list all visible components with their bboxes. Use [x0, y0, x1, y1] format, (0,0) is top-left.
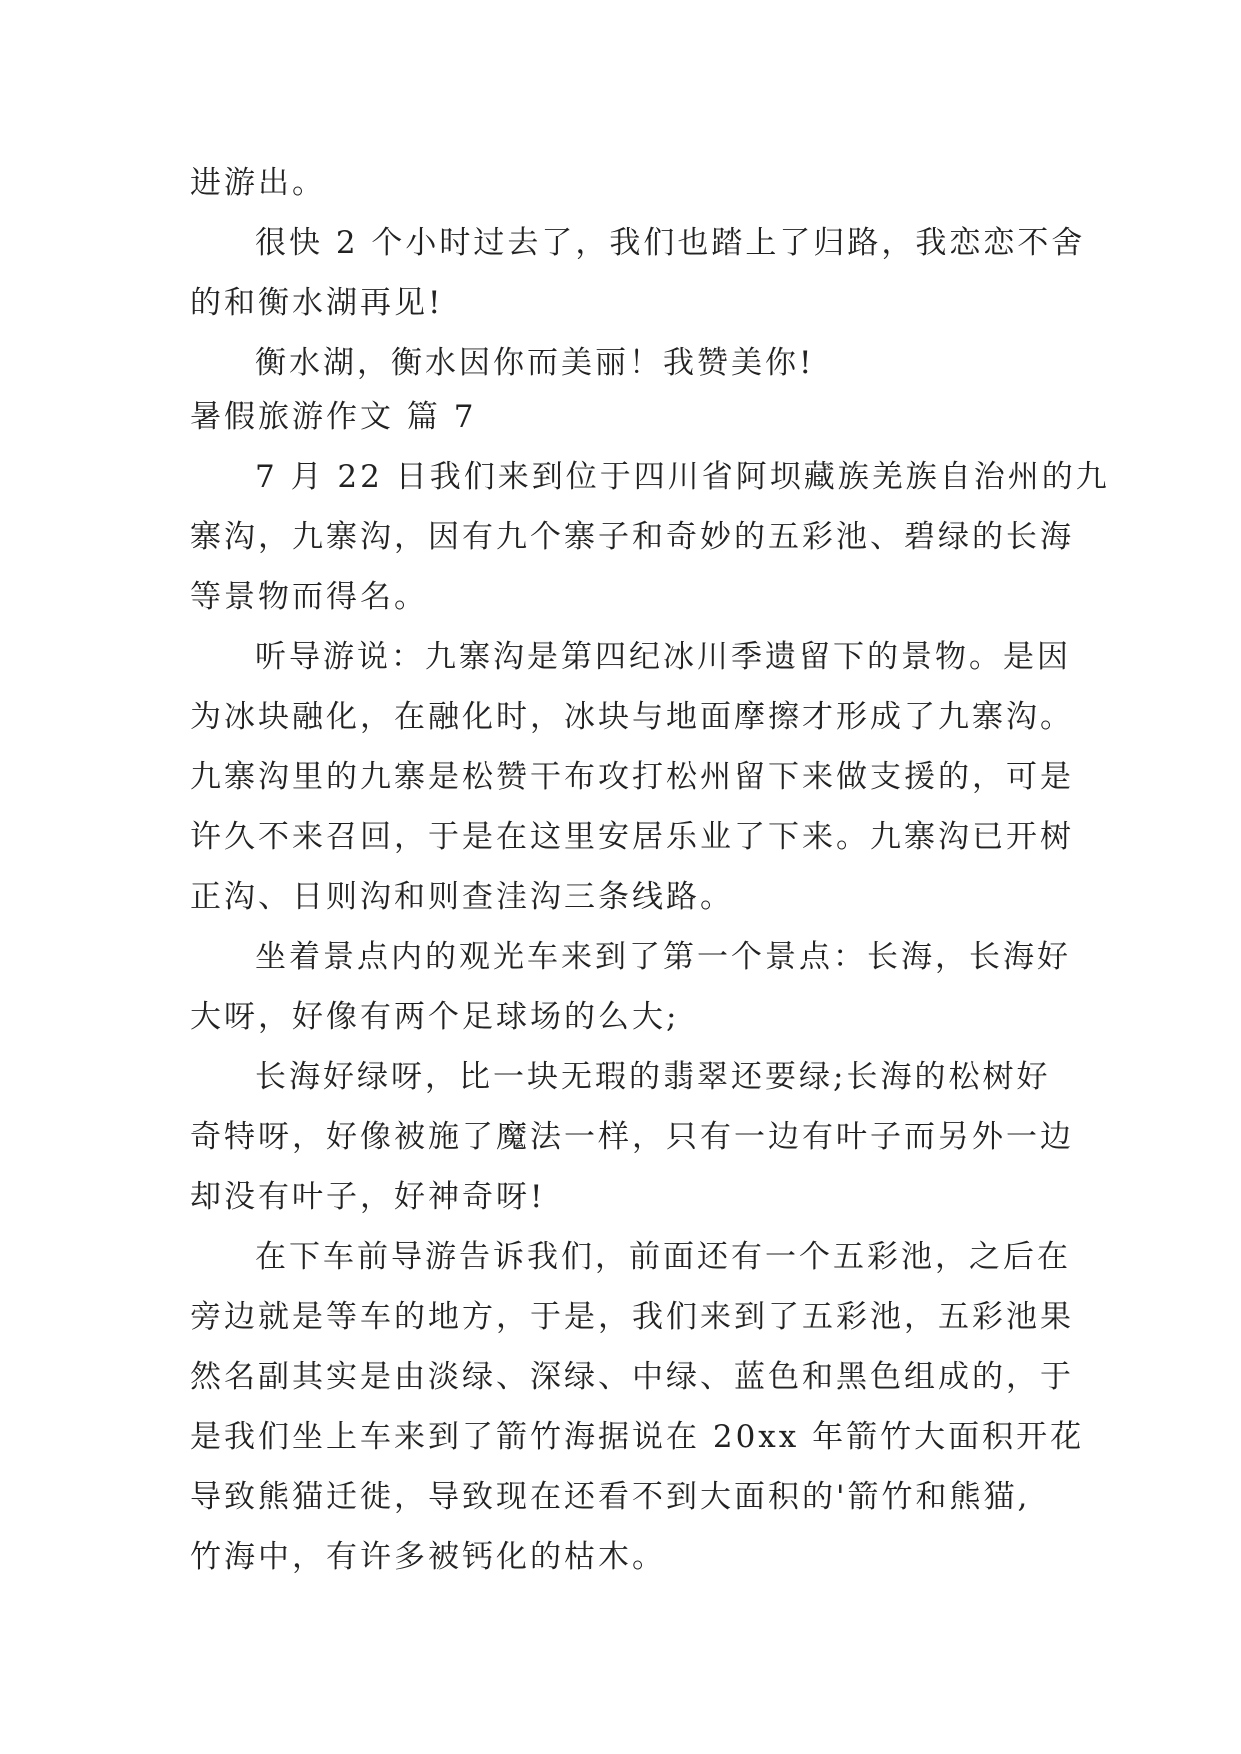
paragraph-line: 听导游说：九寨沟是第四纪冰川季遗留下的景物。是因	[255, 639, 1071, 675]
paragraph-line: 大呀，好像有两个足球场的么大;	[190, 999, 680, 1035]
paragraph-line: 是我们坐上车来到了箭竹海据说在 20xx 年箭竹大面积开花	[190, 1419, 1085, 1455]
paragraph-line: 然名副其实是由淡绿、深绿、中绿、蓝色和黑色组成的，于	[190, 1359, 1074, 1395]
paragraph-line: 旁边就是等车的地方，于是，我们来到了五彩池，五彩池果	[190, 1299, 1074, 1335]
paragraph-line: 为冰块融化，在融化时，冰块与地面摩擦才形成了九寨沟。	[190, 699, 1074, 735]
paragraph-line: 导致熊猫迁徙，导致现在还看不到大面积的'箭竹和熊猫,	[190, 1479, 1031, 1515]
paragraph-line: 衡水湖，衡水因你而美丽！我赞美你!	[255, 345, 815, 381]
paragraph-line: 很快 2 个小时过去了，我们也踏上了归路，我恋恋不舍	[255, 225, 1086, 261]
paragraph-line: 等景物而得名。	[190, 579, 428, 615]
section-heading: 暑假旅游作文 篇 7	[190, 399, 477, 435]
paragraph-line: 许久不来召回，于是在这里安居乐业了下来。九寨沟已开树	[190, 819, 1074, 855]
paragraph-line: 坐着景点内的观光车来到了第一个景点：长海，长海好	[255, 939, 1071, 975]
paragraph-line: 7 月 22 日我们来到位于四川省阿坝藏族羌族自治州的九	[255, 459, 1110, 495]
paragraph-line: 寨沟，九寨沟，因有九个寨子和奇妙的五彩池、碧绿的长海	[190, 519, 1074, 555]
paragraph-line: 奇特呀，好像被施了魔法一样，只有一边有叶子而另外一边	[190, 1119, 1074, 1155]
paragraph-line: 竹海中，有许多被钙化的枯木。	[190, 1539, 666, 1575]
paragraph-line: 却没有叶子，好神奇呀!	[190, 1179, 546, 1215]
text-line-continuation: 进游出。	[190, 165, 326, 201]
paragraph-line: 九寨沟里的九寨是松赞干布攻打松州留下来做支援的，可是	[190, 759, 1074, 795]
paragraph-line: 长海好绿呀，比一块无瑕的翡翠还要绿;长海的松树好	[255, 1059, 1051, 1095]
paragraph-line: 正沟、日则沟和则查洼沟三条线路。	[190, 879, 734, 915]
paragraph-line: 在下车前导游告诉我们，前面还有一个五彩池，之后在	[255, 1239, 1071, 1275]
paragraph-line: 的和衡水湖再见!	[190, 285, 444, 321]
